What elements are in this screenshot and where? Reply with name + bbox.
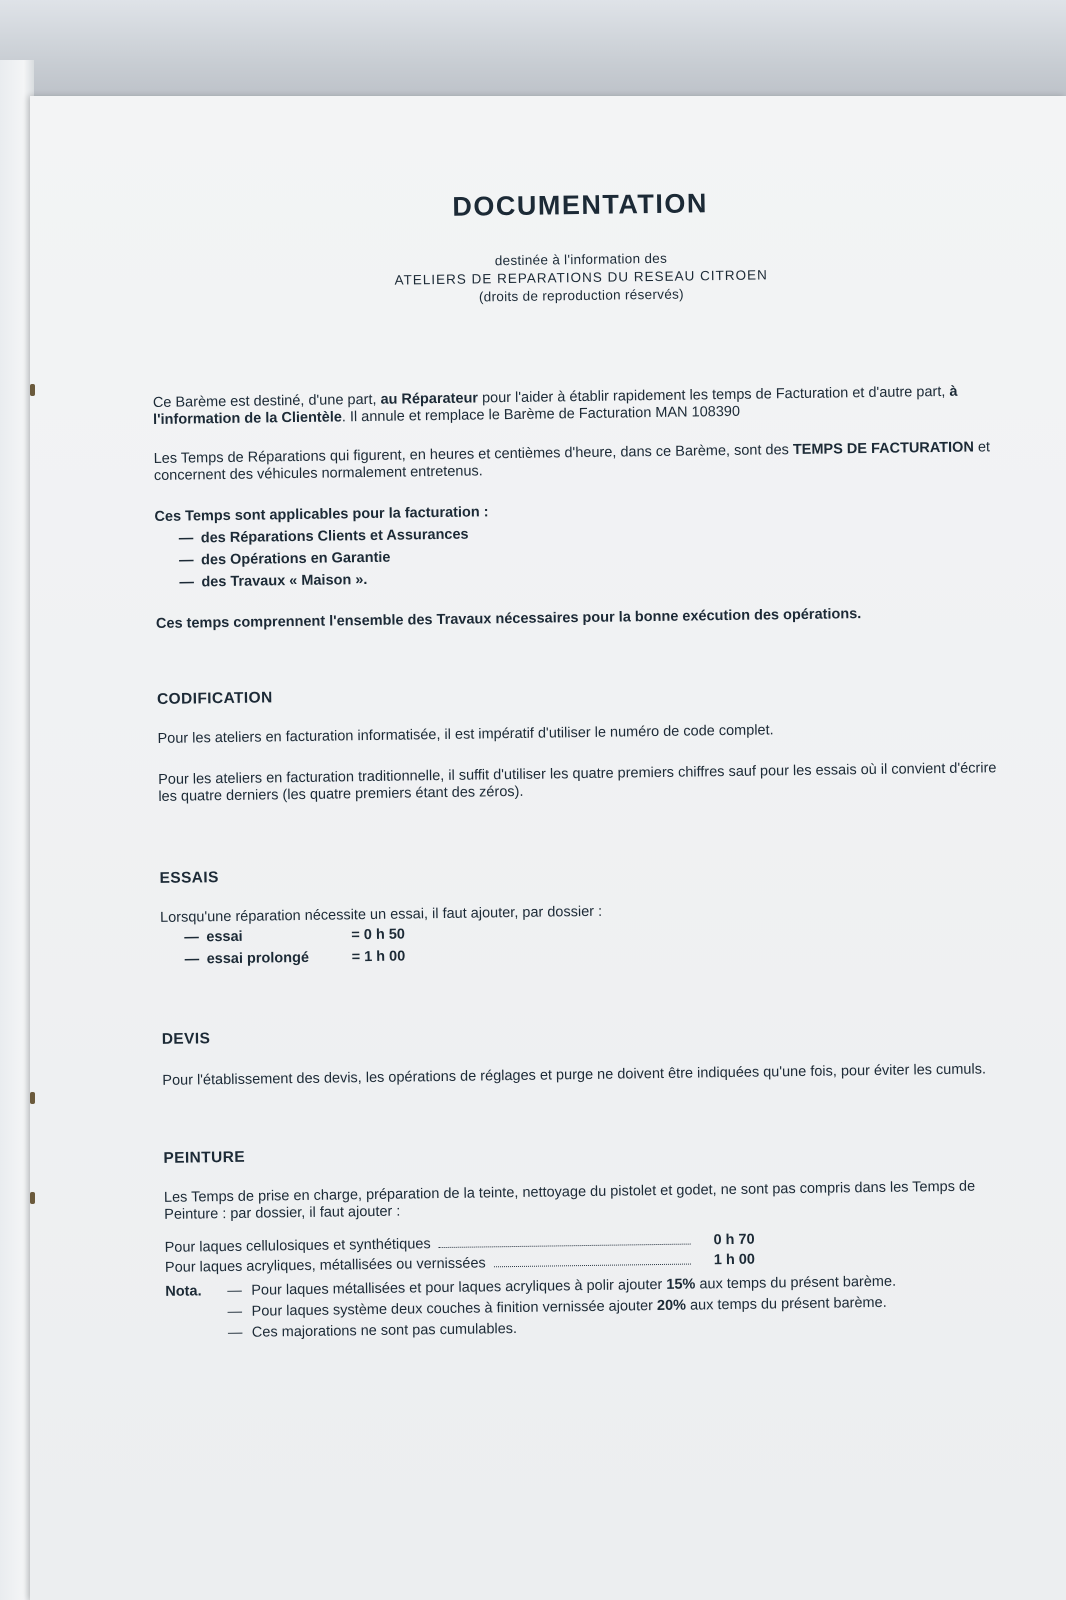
list-item: — des Réparations Clients et Assurances — [178, 526, 469, 547]
nota-label: Nota. — [165, 1283, 202, 1300]
background-surface — [0, 0, 1066, 110]
nota-block — [165, 1272, 1026, 1347]
essai-row: — essai prolongé = 1 h 00 — [184, 948, 406, 968]
applicability-list — [179, 516, 1016, 594]
dot-leader — [439, 1244, 691, 1249]
staple-mark — [30, 384, 35, 396]
page-content — [150, 184, 1026, 1347]
section-heading-devis: DEVIS — [161, 1030, 211, 1048]
essai-row: — essai = 0 h 50 — [184, 926, 406, 946]
nota-item: — Ces majorations ne sont pas cumulables. — [227, 1320, 518, 1342]
subtitle-line: ATELIERS DE REPARATIONS DU RESEAU CITROEN — [394, 267, 768, 288]
devis-paragraph: Pour l'établissement des devis, les opérations de réglages et purge ne doivent être indiquées qu'une fois, pour éviter les cumuls. — [162, 1061, 987, 1089]
peinture-time-row: Pour laques cellulosiques et synthétiques 0 h 70 — [164, 1231, 755, 1256]
page-title: DOCUMENTATION — [452, 188, 709, 222]
staple-mark — [30, 1092, 35, 1104]
list-item: — des Travaux « Maison ». — [179, 572, 368, 591]
peinture-time-row: Pour laques acryliques, métallisées ou vernissées 1 h 00 — [164, 1251, 756, 1276]
page-subtitle — [151, 245, 1012, 311]
document-page — [30, 96, 1066, 1600]
staple-mark — [30, 1192, 35, 1204]
intro-paragraph: Ce Barème est destiné, d'une part, au Réparateur pour l'aider à établir rapidement les temps de Facturation et d'autre part, à l'information de la Clientèle. Il annule et remplace le Barème de Facturation MAN 108390 — [152, 383, 958, 428]
codification-paragraph: Pour les ateliers en facturation informatisée, il est impératif d'utiliser le numéro de code complet. — [157, 722, 774, 747]
intro-paragraph: Ces Temps sont applicables pour la facturation : — [154, 504, 489, 525]
codification-paragraph: Pour les ateliers en facturation traditionnelle, il suffit d'utiliser les quatre premiers chiffres sauf pour les essais où il convient d'écrire les quatre derniers (les quatre premiers étant des zéros). — [158, 760, 997, 805]
nota-item: — Pour laques métallisées et pour laques acryliques à polir ajouter 15% aux temps du présent barème. — [227, 1273, 897, 1300]
nota-list — [227, 1272, 1026, 1346]
dot-leader — [494, 1264, 691, 1268]
binding-gutter — [0, 60, 34, 1600]
intro-paragraph: Les Temps de Réparations qui figurent, en heures et centièmes d'heure, dans ce Barème, sont des TEMPS DE FACTURATION et concernent des véhicules normalement entretenus. — [153, 439, 991, 484]
essais-paragraph: Lorsqu'une réparation nécessite un essai, il faut ajouter, par dossier : — [159, 903, 603, 926]
section-heading-codification: CODIFICATION — [156, 689, 273, 708]
subtitle-line: (droits de reproduction réservés) — [478, 286, 685, 305]
list-item: — des Opérations en Garantie — [178, 549, 391, 569]
section-heading-essais: ESSAIS — [159, 869, 219, 887]
subtitle-line: destinée à l'information des — [494, 250, 668, 269]
intro-paragraph: Ces temps comprennent l'ensemble des Travaux nécessaires pour la bonne exécution des opérations. — [155, 606, 862, 632]
nota-item: — Pour laques système deux couches à finition vernissée ajouter 20% aux temps du présent barème. — [227, 1294, 887, 1321]
peinture-paragraph: Les Temps de prise en charge, préparation de la teinte, nettoyage du pistolet et godet, ne sont pas compris dans les Temps de Peinture : par dossier, il faut ajouter : — [163, 1178, 976, 1223]
section-heading-peinture: PEINTURE — [163, 1148, 246, 1167]
